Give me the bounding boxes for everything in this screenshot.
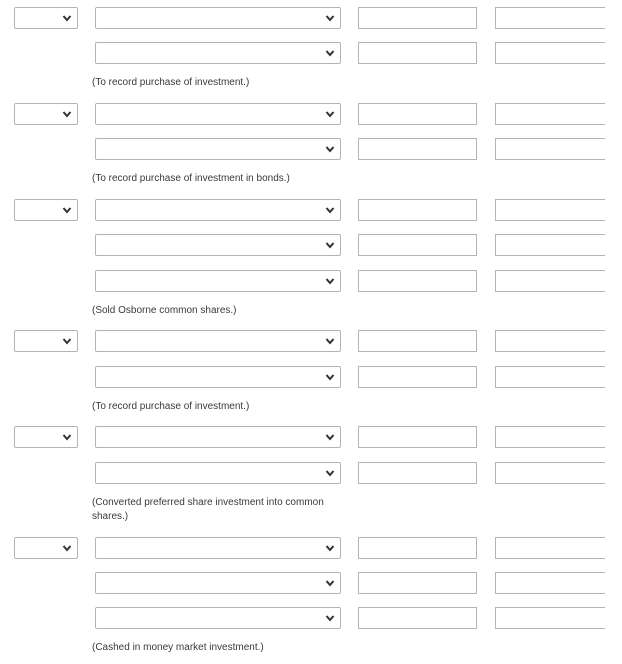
chevron-down-icon [325,613,335,623]
entry-note: (Converted preferred share investment into common shares.) [92,497,324,522]
debit-input[interactable] [358,42,477,64]
chevron-down-icon [325,468,335,478]
chevron-down-icon [62,336,72,346]
date-select[interactable] [14,103,78,125]
debit-input[interactable] [358,537,477,559]
date-select[interactable] [14,330,78,352]
debit-input[interactable] [358,330,477,352]
account-select[interactable] [95,537,341,559]
chevron-down-icon [325,372,335,382]
date-select[interactable] [14,199,78,221]
debit-input[interactable] [358,234,477,256]
chevron-down-icon [325,432,335,442]
credit-input[interactable] [495,7,605,29]
chevron-down-icon [325,109,335,119]
chevron-down-icon [325,240,335,250]
chevron-down-icon [325,144,335,154]
account-select[interactable] [95,138,341,160]
credit-input[interactable] [495,366,605,388]
account-select[interactable] [95,462,341,484]
account-select[interactable] [95,199,341,221]
credit-input[interactable] [495,462,605,484]
credit-input[interactable] [495,103,605,125]
chevron-down-icon [325,336,335,346]
credit-input[interactable] [495,607,605,629]
credit-input[interactable] [495,234,605,256]
credit-input[interactable] [495,138,605,160]
debit-input[interactable] [358,366,477,388]
date-select[interactable] [14,426,78,448]
account-select[interactable] [95,330,341,352]
account-select[interactable] [95,103,341,125]
entry-note: (Sold Osborne common shares.) [92,305,237,316]
entry-note: (To record purchase of investment.) [92,77,250,88]
debit-input[interactable] [358,7,477,29]
entry-note: (To record purchase of investment in bonds.) [92,173,290,184]
chevron-down-icon [62,205,72,215]
account-select[interactable] [95,607,341,629]
account-select[interactable] [95,572,341,594]
chevron-down-icon [62,543,72,553]
chevron-down-icon [62,13,72,23]
chevron-down-icon [62,432,72,442]
chevron-down-icon [325,276,335,286]
chevron-down-icon [62,109,72,119]
credit-input[interactable] [495,426,605,448]
debit-input[interactable] [358,572,477,594]
credit-input[interactable] [495,42,605,64]
chevron-down-icon [325,13,335,23]
credit-input[interactable] [495,330,605,352]
date-select[interactable] [14,7,78,29]
entry-note: (Cashed in money market investment.) [92,642,264,653]
date-select[interactable] [14,537,78,559]
credit-input[interactable] [495,537,605,559]
account-select[interactable] [95,234,341,256]
credit-input[interactable] [495,270,605,292]
credit-input[interactable] [495,572,605,594]
account-select[interactable] [95,426,341,448]
debit-input[interactable] [358,607,477,629]
account-select[interactable] [95,366,341,388]
debit-input[interactable] [358,426,477,448]
chevron-down-icon [325,205,335,215]
debit-input[interactable] [358,199,477,221]
account-select[interactable] [95,42,341,64]
chevron-down-icon [325,578,335,588]
debit-input[interactable] [358,138,477,160]
chevron-down-icon [325,543,335,553]
debit-input[interactable] [358,103,477,125]
debit-input[interactable] [358,270,477,292]
account-select[interactable] [95,270,341,292]
entry-note: (To record purchase of investment.) [92,401,250,412]
chevron-down-icon [325,48,335,58]
debit-input[interactable] [358,462,477,484]
credit-input[interactable] [495,199,605,221]
account-select[interactable] [95,7,341,29]
